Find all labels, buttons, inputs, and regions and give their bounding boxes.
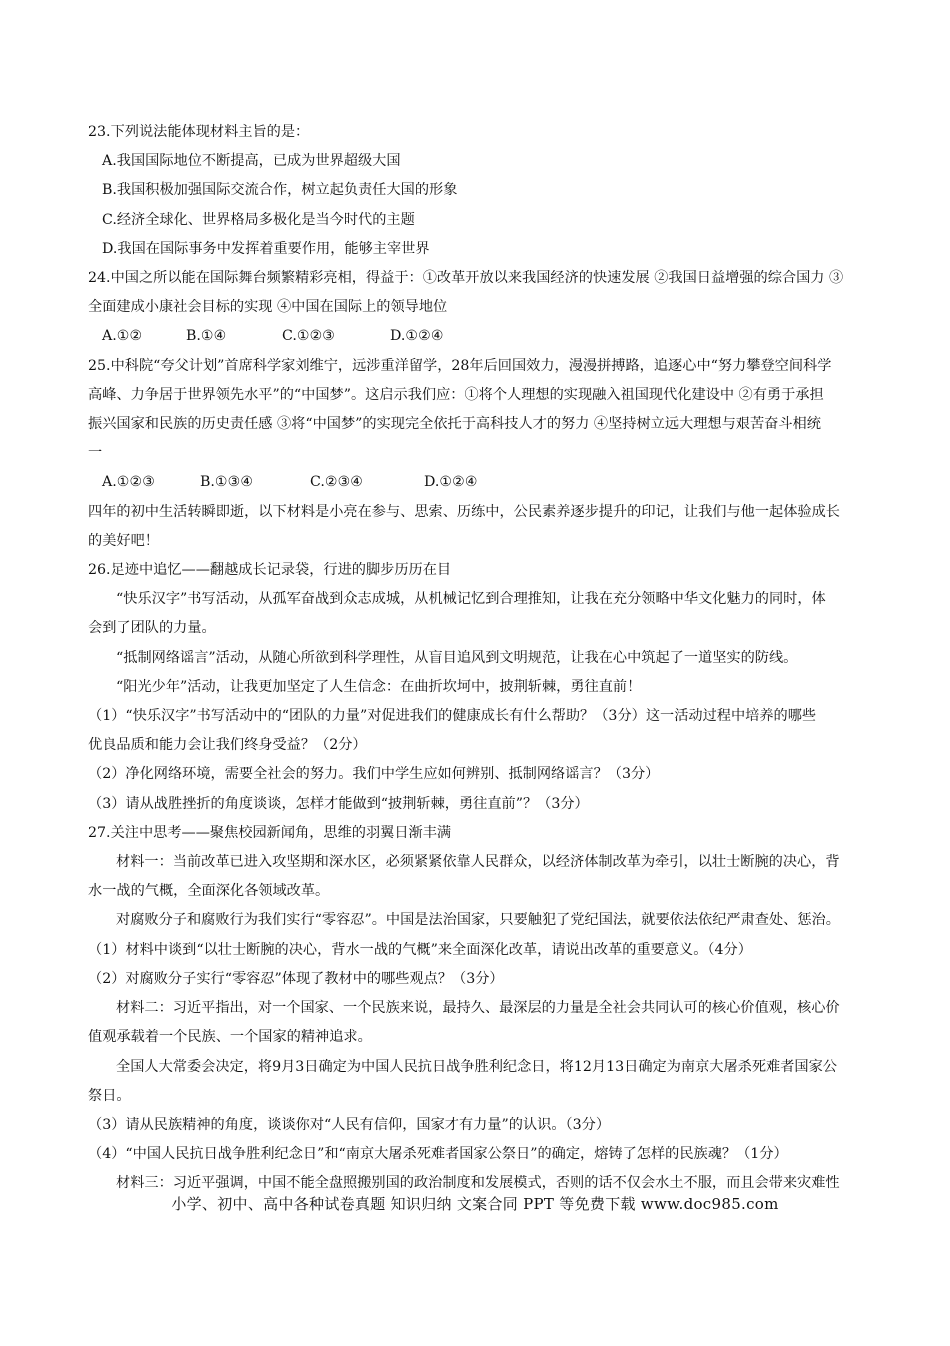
q25-stem-line2: 高峰、力争居于世界领先水平”的“中国梦”。这启示我们应：①将个人理想的实现融入祖国现代化建设中 ②有勇于承担 <box>88 386 824 403</box>
q27-material1-line1: 材料一：当前改革已进入攻坚期和深水区，必须紧紧依靠人民群众，以经济体制改革为牵引，以壮士断腕的决心，背 <box>116 854 840 871</box>
q26-subquestion1-line2: 优良品质和能力会让我们终身受益？（2分） <box>88 737 367 754</box>
q24-option-d: D.①②④ <box>390 328 444 345</box>
q27-subquestion2: （2）对腐败分子实行“零容忍”体现了教材中的哪些观点？（3分） <box>88 970 504 987</box>
q24-stem-line2: 全面建成小康社会目标的实现 ④中国在国际上的领导地位 <box>88 299 448 316</box>
q26-subquestion1-line1: （1）“快乐汉字”书写活动中的“团队的力量”对促进我们的健康成长有什么帮助？（3分）这一活动过程中培养的哪些 <box>88 708 817 725</box>
intro-line2: 的美好吧！ <box>88 532 159 549</box>
q26-paragraph3: “阳光少年”活动，让我更加坚定了人生信念：在曲折坎坷中，披荆斩棘，勇往直前！ <box>116 678 642 695</box>
q26-paragraph1-line2: 会到了团队的力量。 <box>88 620 216 637</box>
q23-option-b: B.我国积极加强国际交流合作，树立起负责任大国的形象 <box>102 182 458 199</box>
exam-page <box>88 118 866 1199</box>
q25-option-b: B.①③④ <box>200 474 254 491</box>
q27-material2b-line1: 全国人大常委会决定，将9月3日确定为中国人民抗日战争胜利纪念日，将12月13日确定为南京大屠杀死难者国家公 <box>116 1058 837 1075</box>
q25-option-a: A.①②③ <box>102 474 155 491</box>
q24-option-c: C.①②③ <box>282 328 336 345</box>
q23-option-d: D.我国在国际事务中发挥着重要作用，能够主宰世界 <box>102 240 430 257</box>
q25-stem-line4: 一 <box>88 445 103 462</box>
q27-material2-line1: 材料二：习近平指出，对一个国家、一个民族来说，最持久、最深层的力量是全社会共同认可的核心价值观，核心价 <box>116 1000 840 1017</box>
q25-options <box>88 468 866 497</box>
q27-subquestion4: （4）“中国人民抗日战争胜利纪念日”和“南京大屠杀死难者国家公祭日”的确定，熔铸了怎样的民族魂？（1分） <box>88 1146 788 1163</box>
q27-material2b-line2: 祭日。 <box>88 1087 131 1104</box>
q24-options <box>88 322 866 351</box>
q25-option-d: D.①②④ <box>424 474 478 491</box>
q27-material3-line1: 材料三：习近平强调，中国不能全盘照搬别国的政治制度和发展模式，否则的话不仅会水土不服，而且会带来灾难性 <box>116 1175 840 1192</box>
q25-stem-line1: 25.中科院“夸父计划”首席科学家刘维宁，远涉重洋留学，28年后回国效力，漫漫拼搏路，追逐心中“努力攀登空间科学 <box>88 357 832 374</box>
footer-banner: 小学、初中、高中各种试卷真题 知识归纳 文案合同 PPT 等免费下载 www.doc985.com <box>171 1195 779 1213</box>
q25-option-c: C.②③④ <box>310 474 364 491</box>
q27-title: 27.关注中思考——聚焦校园新闻角，思维的羽翼日渐丰满 <box>88 824 452 841</box>
q23-option-a: A.我国国际地位不断提高，已成为世界超级大国 <box>102 153 401 170</box>
q27-subquestion1: （1）材料中谈到“以壮士断腕的决心，背水一战的气概”来全面深化改革，请说出改革的重要意义。（4分） <box>88 941 752 958</box>
q26-title: 26.足迹中追忆——翻越成长记录袋，行进的脚步历历在目 <box>88 562 452 579</box>
q24-option-b: B.①④ <box>186 328 227 345</box>
intro-line1: 四年的初中生活转瞬即逝，以下材料是小亮在参与、思索、历练中，公民素养逐步提升的印记，让我们与他一起体验成长 <box>88 503 840 520</box>
q23-option-c: C.经济全球化、世界格局多极化是当今时代的主题 <box>102 211 415 228</box>
q27-subquestion3: （3）请从民族精神的角度，谈谈你对“人民有信仰，国家才有力量”的认识。（3分） <box>88 1116 611 1133</box>
q24-option-a: A.①② <box>102 328 143 345</box>
q23-stem: 23.下列说法能体现材料主旨的是： <box>88 124 310 140</box>
q26-subquestion2: （2）净化网络环境，需要全社会的努力。我们中学生应如何辨别、抵制网络谣言？（3分） <box>88 766 660 783</box>
q27-material1b: 对腐败分子和腐败行为我们实行“零容忍”。中国是法治国家，只要触犯了党纪国法，就要依法依纪严肃查处、惩治。 <box>116 912 840 929</box>
q27-material2-line2: 值观承载着一个民族、一个国家的精神追求。 <box>88 1029 372 1046</box>
q25-stem-line3: 振兴国家和民族的历史责任感 ③将“中国梦”的实现完全依托于高科技人才的努力 ④坚持树立远大理想与艰苦奋斗相统 <box>88 416 821 433</box>
q27-material1-line2: 水一战的气概，全面深化各领域改革。 <box>88 883 330 900</box>
q26-paragraph2: “抵制网络谣言”活动，从随心所欲到科学理性，从盲目追风到文明规范，让我在心中筑起了一道坚实的防线。 <box>116 649 798 666</box>
q26-paragraph1-line1: “快乐汉字”书写活动，从孤军奋战到众志成城，从机械记忆到合理推知，让我在充分领略中华文化魅力的同时，体 <box>116 591 826 608</box>
q24-stem-line1: 24.中国之所以能在国际舞台频繁精彩亮相，得益于：①改革开放以来我国经济的快速发展 ②我国日益增强的综合国力 ③ <box>88 270 844 287</box>
q26-subquestion3: （3）请从战胜挫折的角度谈谈，怎样才能做到“披荆斩棘，勇往直前”？（3分） <box>88 795 589 812</box>
